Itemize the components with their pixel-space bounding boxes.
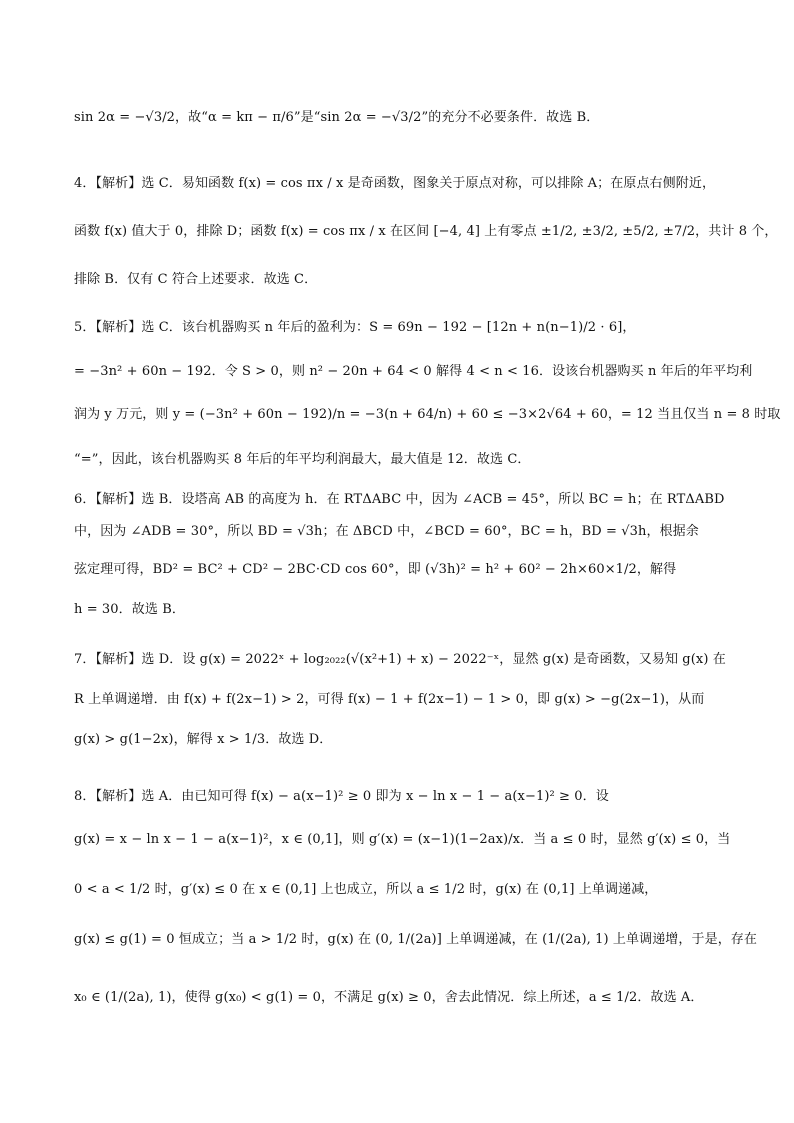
text-line-6: = −3n² + 60n − 192．令 S > 0，则 n² − 20n + 64 < 0 解得 4 < n < 16．设该台机器购买 n 年后的年平均利	[74, 364, 753, 379]
text-line-4: 排除 B．仅有 C 符合上述要求．故选 C．	[74, 272, 318, 287]
text-line-2: 4．【解析】选 C．易知函数 f(x) = cos πx / x 是奇函数，图象关于原点对称，可以排除 A；在原点右侧附近，	[74, 176, 716, 191]
text-line-9: 6．【解析】选 B．设塔高 AB 的高度为 h．在 RTΔABC 中，因为 ∠ACB = 45°，所以 BC = h；在 RTΔABD	[74, 492, 725, 507]
text-line-16: 8．【解析】选 A．由已知可得 f(x) − a(x−1)² ≥ 0 即为 x − ln x − 1 − a(x−1)² ≥ 0．设	[74, 789, 609, 804]
text-line-15: g(x) > g(1−2x)，解得 x > 1/3．故选 D．	[74, 732, 333, 747]
text-line-12: h = 30．故选 B．	[74, 602, 185, 617]
text-line-3: 函数 f(x) 值大于 0，排除 D；函数 f(x) = cos πx / x 在区间 [−4, 4] 上有零点 ±1/2, ±3/2, ±5/2, ±7/2，共计 8 个，	[74, 224, 778, 239]
text-line-8: “=”，因此，该台机器购买 8 年后的年平均利润最大，最大值是 12．故选 C．	[74, 452, 531, 467]
text-line-20: x₀ ∈ (1/(2a), 1)，使得 g(x₀) < g(1) = 0，不满足 g(x) ≥ 0，舍去此情况．综上所述，a ≤ 1/2．故选 A．	[74, 990, 704, 1005]
text-line-19: g(x) ≤ g(1) = 0 恒成立；当 a > 1/2 时，g(x) 在 (0, 1/(2a)] 上单调递减，在 (1/(2a), 1) 上单调递增，于是，存在	[74, 932, 757, 947]
text-line-18: 0 < a < 1/2 时，g′(x) ≤ 0 在 x ∈ (0,1] 上也成立，所以 a ≤ 1/2 时，g(x) 在 (0,1] 上单调递减，	[74, 882, 658, 897]
text-line-5: 5．【解析】选 C．该台机器购买 n 年后的盈利为：S = 69n − 192 − [12n + n(n−1)/2 · 6]，	[74, 320, 636, 335]
text-line-14: R 上单调递增．由 f(x) + f(2x−1) > 2，可得 f(x) − 1 + f(2x−1) − 1 > 0，即 g(x) > −g(2x−1)，从而	[74, 692, 705, 707]
text-line-17: g(x) = x − ln x − 1 − a(x−1)²，x ∈ (0,1]，则 g′(x) = (x−1)(1−2ax)/x．当 a ≤ 0 时，显然 g′(x) ≤ 0，当	[74, 832, 731, 847]
text-line-7: 润为 y 万元，则 y = (−3n² + 60n − 192)/n = −3(n + 64/n) + 60 ≤ −3×2√64 + 60，= 12 当且仅当 n = 8 时取	[74, 407, 781, 422]
text-line-10: 中，因为 ∠ADB = 30°，所以 BD = √3h；在 ΔBCD 中，∠BCD = 60°，BC = h，BD = √3h，根据余	[74, 524, 699, 539]
text-line-11: 弦定理可得，BD² = BC² + CD² − 2BC·CD cos 60°，即 (√3h)² = h² + 60² − 2h×60×1/2，解得	[74, 562, 677, 577]
text-line-1: sin 2α = −√3/2，故“α = kπ − π/6”是“sin 2α = −√3/2”的充分不必要条件．故选 B．	[74, 110, 600, 125]
text-line-13: 7．【解析】选 D．设 g(x) = 2022ˣ + log₂₀₂₂(√(x²+1) + x) − 2022⁻ˣ，显然 g(x) 是奇函数，又易知 g(x) 在	[74, 652, 726, 667]
